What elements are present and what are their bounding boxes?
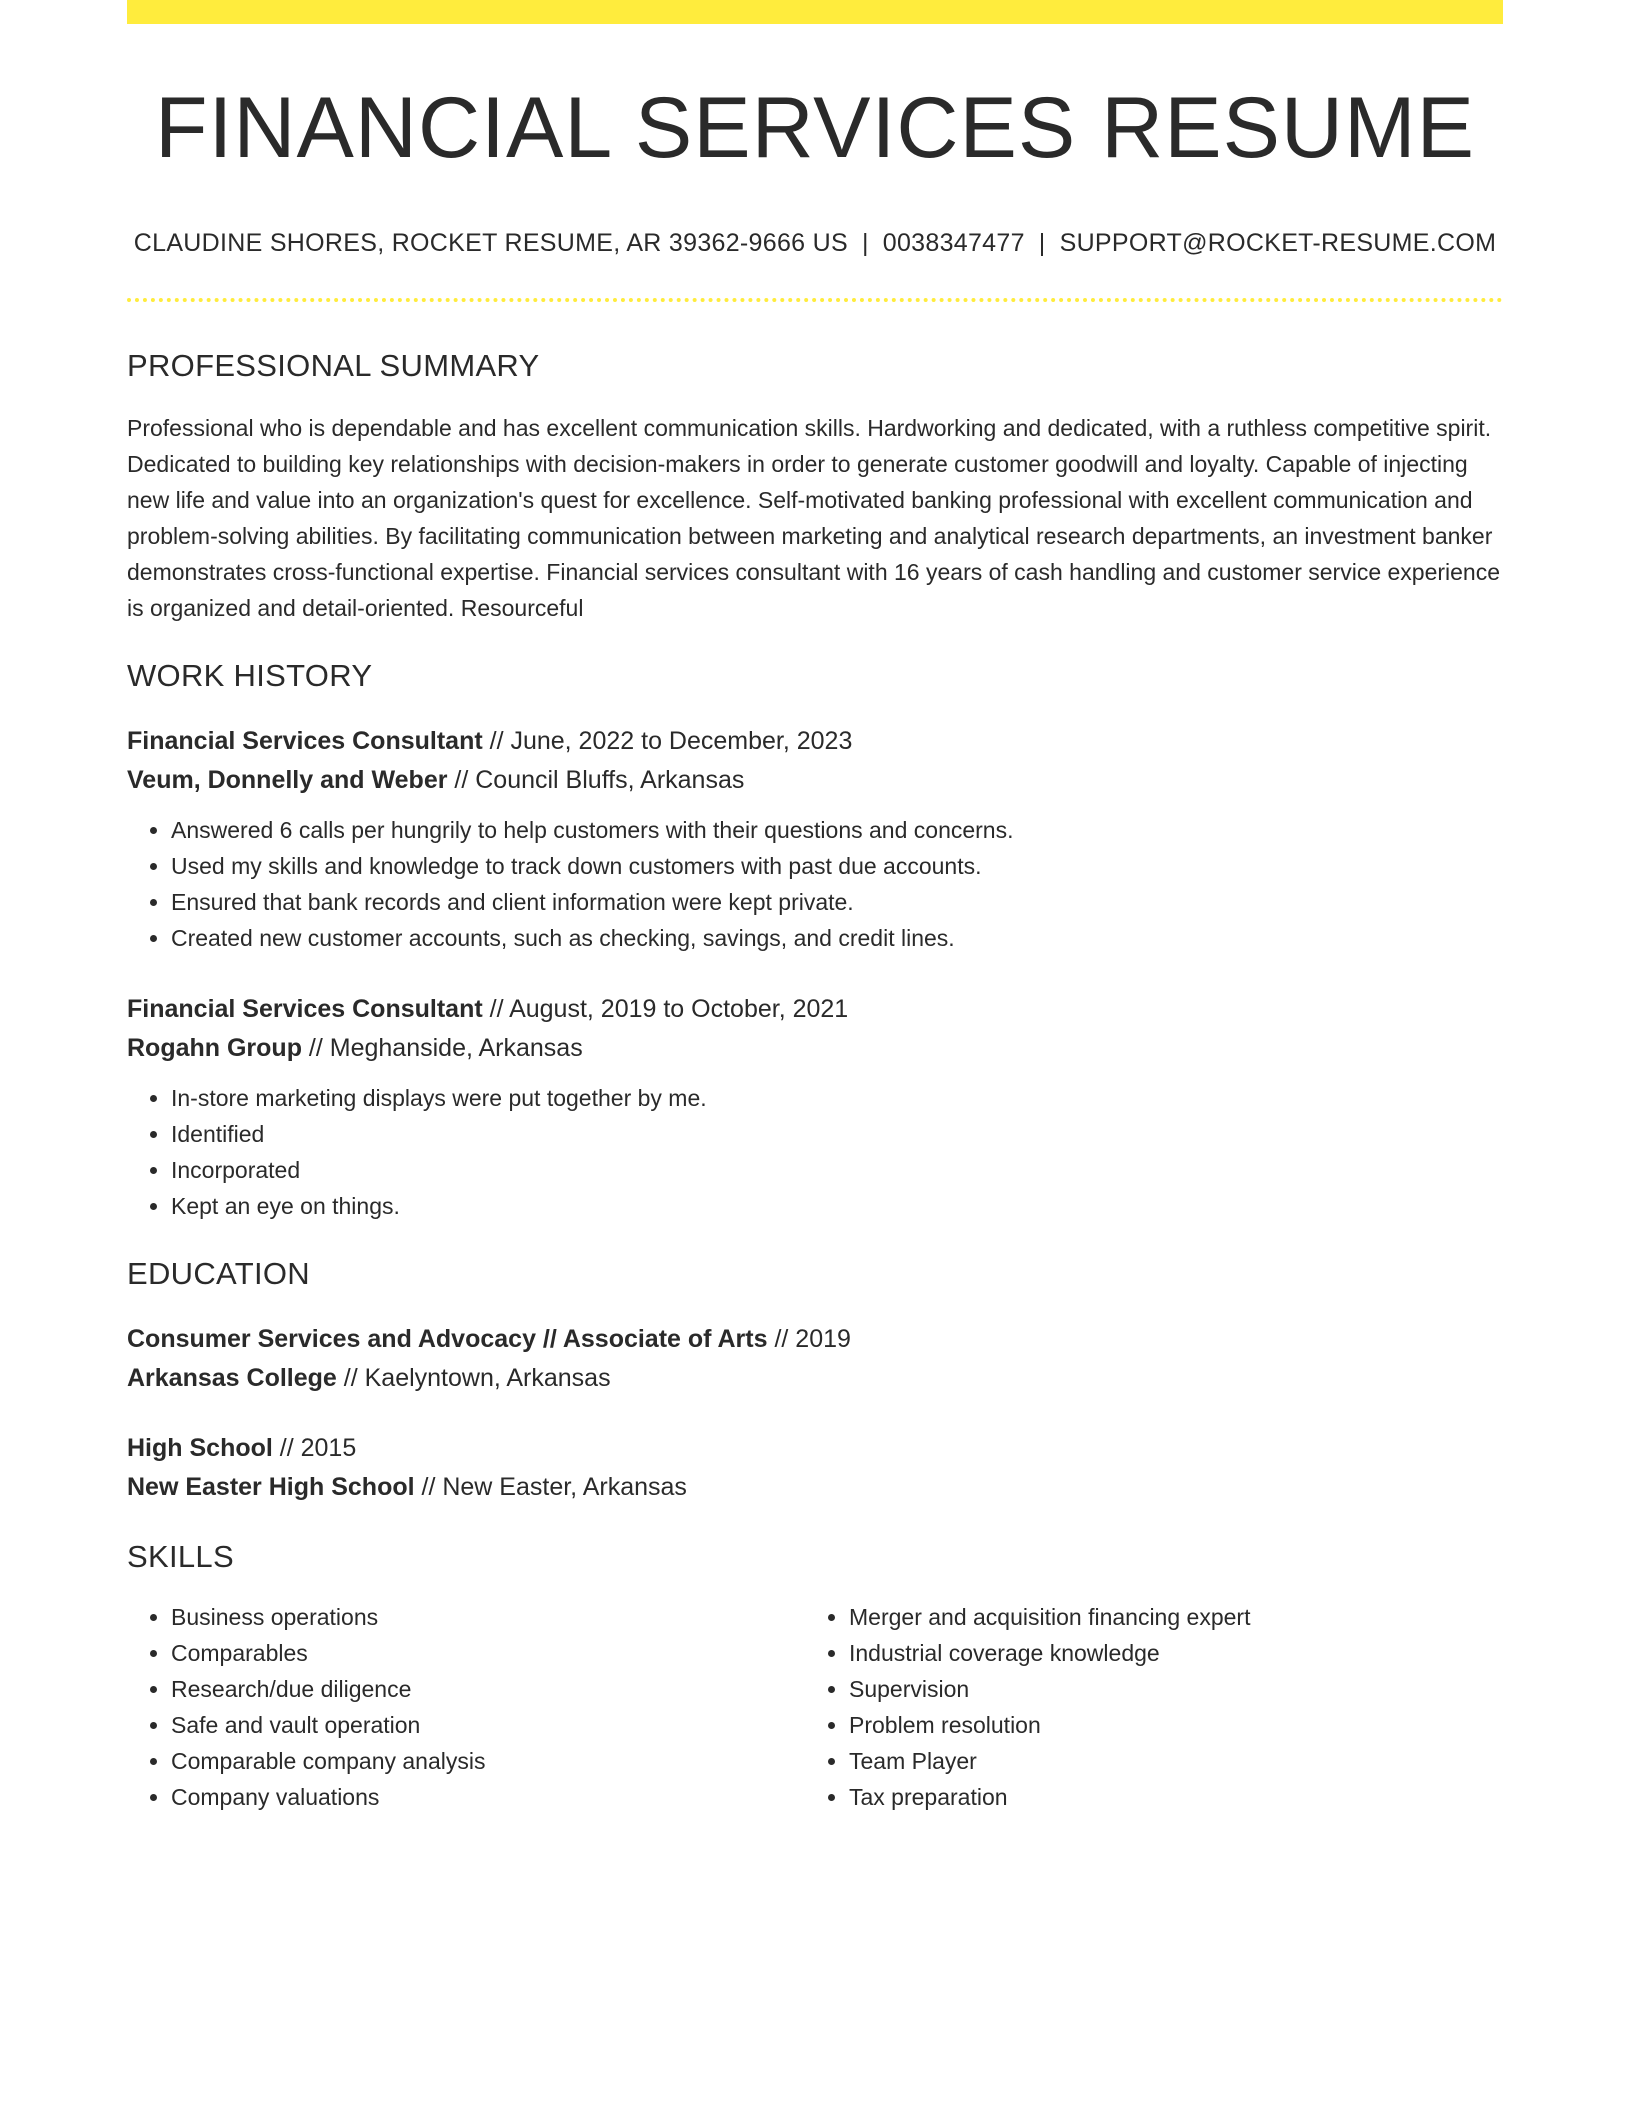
job-company-line	[127, 1029, 1503, 1068]
degree-line	[127, 1320, 1503, 1359]
list-item: • Company valuations	[171, 1779, 805, 1815]
contact-separator: |	[861, 228, 869, 257]
school-location: // Kaelyntown, Arkansas	[336, 1363, 611, 1392]
list-item: • Team Player	[849, 1743, 1481, 1779]
list-item: • Supervision	[849, 1671, 1481, 1707]
list-item: • Incorporated	[171, 1152, 1503, 1188]
job-title-line	[127, 722, 1503, 761]
school-name: Arkansas College	[127, 1363, 337, 1392]
job-title-line	[127, 990, 1503, 1029]
degree-line	[127, 1429, 1503, 1468]
skills-column-right	[805, 1599, 1481, 1815]
job-bullets	[127, 1080, 1503, 1224]
list-item: • Safe and vault operation	[171, 1707, 805, 1743]
job-location: // Council Bluffs, Arkansas	[447, 765, 745, 794]
list-item: • Ensured that bank records and client information were kept private.	[171, 884, 1503, 920]
work-history-heading: WORK HISTORY	[127, 657, 373, 693]
degree: Consumer Services and Advocacy // Associate of Arts	[127, 1324, 768, 1353]
list-item: • Created new customer accounts, such as checking, savings, and credit lines.	[171, 920, 1503, 956]
contact-separator: |	[1038, 228, 1046, 257]
job-company: Veum, Donnelly and Weber	[127, 765, 448, 794]
dotted-divider	[127, 298, 1503, 302]
school-line	[127, 1359, 1503, 1398]
skills-grid	[127, 1599, 1503, 1815]
education-entry	[127, 1320, 1503, 1398]
summary-text: Professional who is dependable and has excellent communication skills. Hardworking and dedicated, with a ruthless competitive spirit. Dedicated to building key relationships with decision-makers in order to generate customer goodwill and loyalty. Capable of injecting new life and value into an organization's quest for excellence. Self-motivated banking professional with excellent communication and problem-solving abilities. By facilitating communication between marketing and analytical research departments, an investment banker demonstrates cross-functional expertise. Financial services consultant with 16 years of cash handling and customer service experience is organized and detail-oriented. Resourceful	[127, 414, 1501, 621]
list-item: • Merger and acquisition financing expert	[849, 1599, 1481, 1635]
list-item: • Used my skills and knowledge to track down customers with past due accounts.	[171, 848, 1503, 884]
list-item: • In-store marketing displays were put together by me.	[171, 1080, 1503, 1116]
list-item: • Research/due diligence	[171, 1671, 805, 1707]
job-bullets	[127, 812, 1503, 956]
job-dates: // August, 2019 to October, 2021	[482, 994, 849, 1023]
job-company-line	[127, 761, 1503, 800]
degree: High School	[127, 1433, 273, 1462]
skills-heading: SKILLS	[127, 1538, 234, 1574]
top-accent-bar	[127, 0, 1503, 24]
list-item: • Identified	[171, 1116, 1503, 1152]
page-title: FINANCIAL SERVICES RESUME	[154, 80, 1476, 176]
education-heading: EDUCATION	[127, 1255, 310, 1291]
education-entry	[127, 1429, 1503, 1507]
list-item: • Comparable company analysis	[171, 1743, 805, 1779]
job-dates: // June, 2022 to December, 2023	[482, 726, 853, 755]
job-entry	[127, 990, 1503, 1068]
list-item: • Comparables	[171, 1635, 805, 1671]
job-title: Financial Services Consultant	[127, 994, 483, 1023]
graduation-year: // 2019	[767, 1324, 851, 1353]
resume-page	[127, 0, 1503, 1815]
job-location: // Meghanside, Arkansas	[301, 1033, 583, 1062]
contact-address: CLAUDINE SHORES, ROCKET RESUME, AR 39362-9666 US	[133, 228, 848, 257]
school-name: New Easter High School	[127, 1472, 415, 1501]
job-title: Financial Services Consultant	[127, 726, 483, 755]
list-item: • Problem resolution	[849, 1707, 1481, 1743]
summary-heading: PROFESSIONAL SUMMARY	[127, 347, 540, 383]
job-company: Rogahn Group	[127, 1033, 302, 1062]
job-entry	[127, 722, 1503, 800]
school-location: // New Easter, Arkansas	[414, 1472, 687, 1501]
graduation-year: // 2015	[272, 1433, 357, 1462]
list-item: • Kept an eye on things.	[171, 1188, 1503, 1224]
contact-line	[127, 228, 1503, 258]
list-item: • Business operations	[171, 1599, 805, 1635]
school-line	[127, 1468, 1503, 1507]
list-item: • Tax preparation	[849, 1779, 1481, 1815]
list-item: • Answered 6 calls per hungrily to help customers with their questions and concerns.	[171, 812, 1503, 848]
contact-phone: 0038347477	[882, 228, 1025, 257]
list-item: • Industrial coverage knowledge	[849, 1635, 1481, 1671]
contact-email: SUPPORT@ROCKET-RESUME.COM	[1059, 228, 1497, 257]
skills-column-left	[127, 1599, 805, 1815]
